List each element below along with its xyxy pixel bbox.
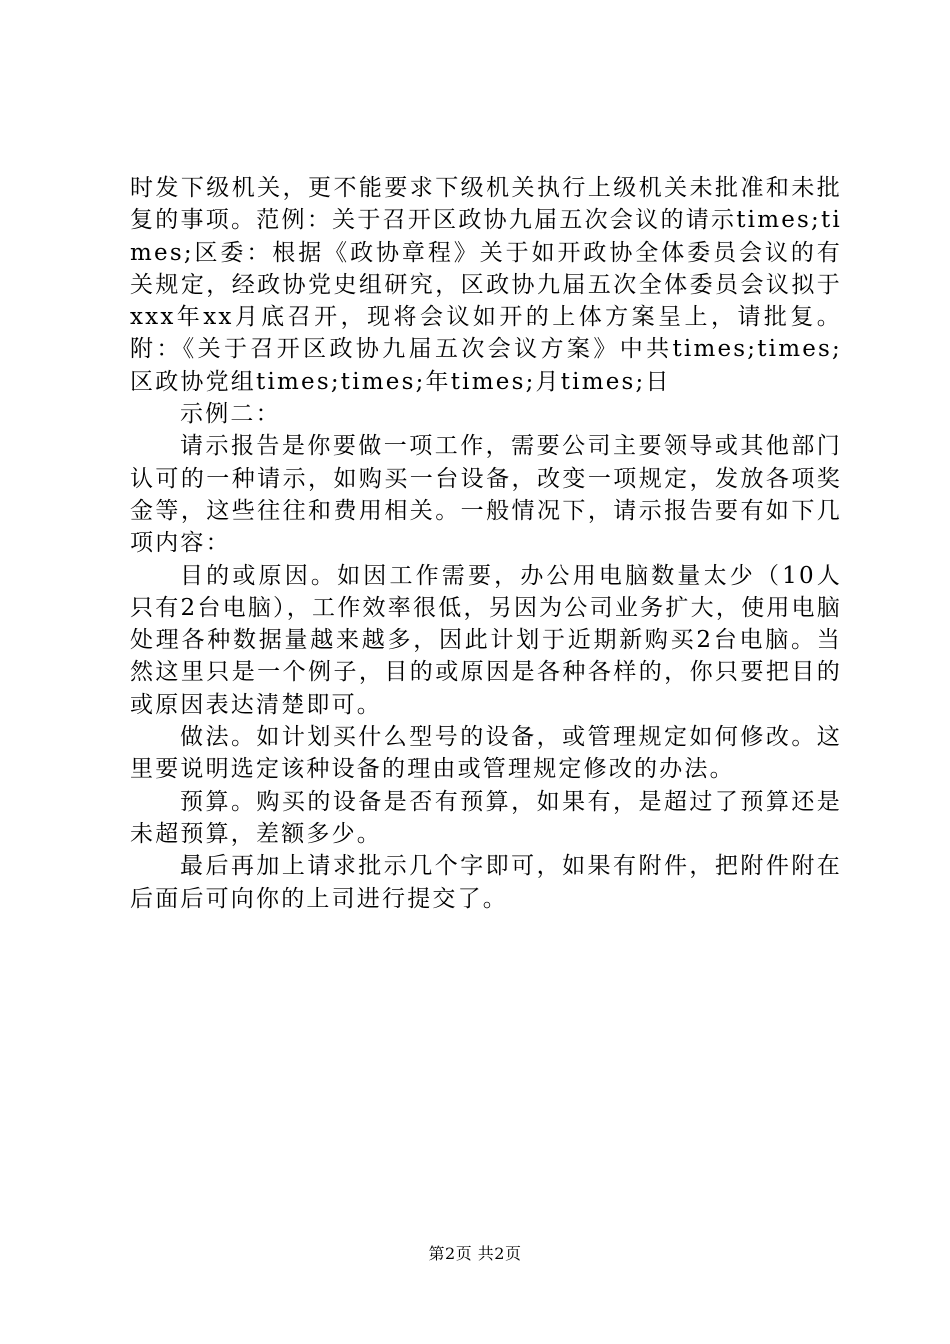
- paragraph-budget: 预算。购买的设备是否有预算，如果有，是超过了预算还是未超预算，差额多少。: [130, 788, 842, 847]
- paragraph-report-intro: 请示报告是你要做一项工作，需要公司主要领导或其他部门认可的一种请示，如购买一台设备，改变一项规定，发放各项奖金等，这些往往和费用相关。一般情况下，请示报告要有如下几项内容：: [130, 433, 842, 557]
- paragraph-purpose: 目的或原因。如因工作需要，办公用电脑数量太少（10人只有2台电脑），工作效率很低，另因为公司业务扩大，使用电脑处理各种数据量越来越多，因此计划于近期新购买2台电脑。当然这里只是一个例子，目的或原因是各种各样的，你只要把目的或原因表达清楚即可。: [130, 562, 842, 718]
- document-body: [130, 172, 842, 915]
- paragraph-example-1: 时发下级机关，更不能要求下级机关执行上级机关未批准和未批复的事项。范例：关于召开区政协九届五次会议的请示times;times;区委：根据《政协章程》关于如开政协全体委员会议的有关规定，经政协党史组研究，区政协九届五次全体委员会议拟于xxx年xx月底召开，现将会议如开的上体方案呈上，请批复。附：《关于召开区政协九届五次会议方案》中共times;times;区政协党组times;times;年times;月times;日: [130, 175, 842, 395]
- paragraph-example-2-heading: 示例二：: [180, 401, 281, 428]
- paragraph-method: 做法。如计划买什么型号的设备，或管理规定如何修改。这里要说明选定该种设备的理由或管理规定修改的办法。: [130, 724, 842, 783]
- page-number-footer: 第2页 共2页: [428, 1244, 522, 1263]
- paragraph-closing: 最后再加上请求批示几个字即可，如果有附件，把附件附在后面后可向你的上司进行提交了。: [130, 853, 842, 912]
